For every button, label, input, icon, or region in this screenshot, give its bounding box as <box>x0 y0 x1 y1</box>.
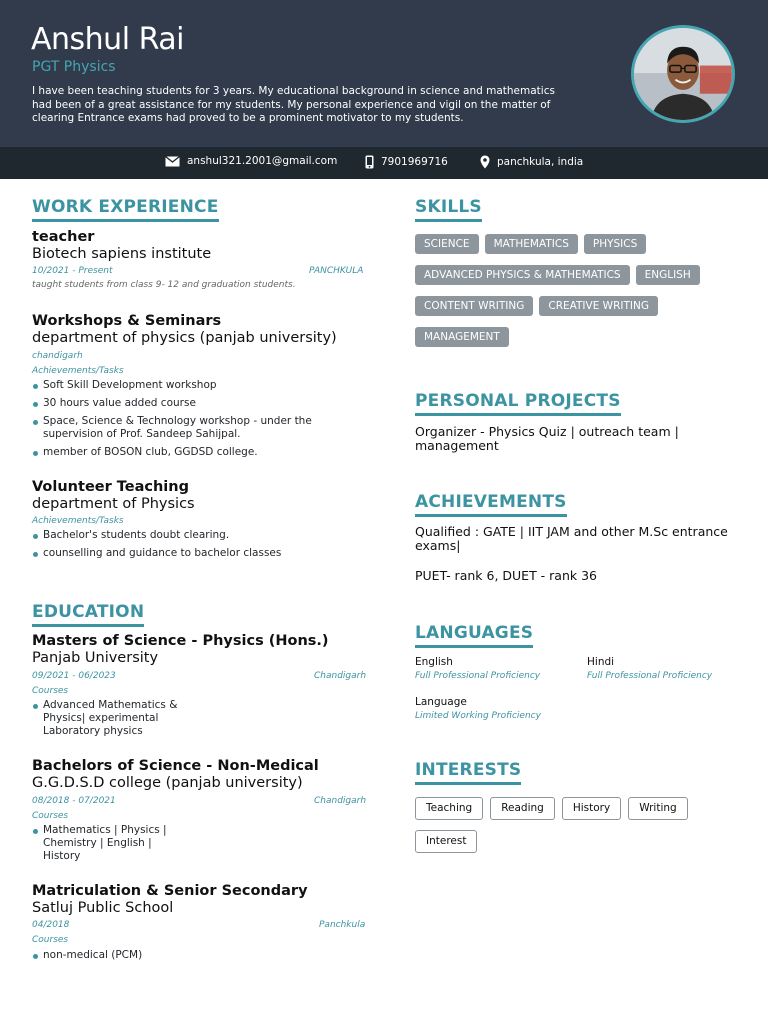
phone-text: 7901969716 <box>381 156 448 168</box>
education-location: Chandigarh <box>314 796 367 806</box>
list-item: Space, Science & Technology workshop - under the supervision of Prof. Sandeep Sahijpal. <box>32 415 332 441</box>
section-title-skills: SKILLS <box>415 197 482 222</box>
work-tasks-label: Achievements/Tasks <box>32 366 124 376</box>
candidate-name: Anshul Rai <box>31 22 184 57</box>
list-item: non-medical (PCM) <box>32 949 232 962</box>
work-description: taught students from class 9- 12 and graduation students. <box>32 280 296 290</box>
work-location: PANCHKULA <box>309 266 364 276</box>
work-org: department of Physics <box>32 496 195 512</box>
language-name: Language <box>415 696 467 708</box>
contact-email[interactable] <box>165 155 337 167</box>
list-item: Advanced Mathematics & Physics| experimental Laboratory physics <box>32 699 190 738</box>
language-name: Hindi <box>587 656 615 668</box>
education-dates: 09/2021 - 06/2023 <box>32 671 116 681</box>
profile-photo <box>631 25 735 123</box>
list-item: member of BOSON club, GGDSD college. <box>32 446 332 459</box>
section-title-languages: LANGUAGES <box>415 623 533 648</box>
phone-icon <box>365 155 374 169</box>
achievement-item: PUET- rank 6, DUET - rank 36 <box>415 568 597 583</box>
list-item: counselling and guidance to bachelor classes <box>32 547 352 560</box>
education-dates: 08/2018 - 07/2021 <box>32 796 116 806</box>
section-title-projects: PERSONAL PROJECTS <box>415 391 621 416</box>
education-courses-label: Courses <box>32 935 69 945</box>
list-item: Mathematics | Physics | Chemistry | English | History <box>32 824 172 863</box>
header <box>0 0 768 147</box>
section-title-interests: INTERESTS <box>415 760 521 785</box>
location-text: panchkula, india <box>497 156 584 168</box>
work-dates: 10/2021 - Present <box>32 266 113 276</box>
project-text: Organizer - Physics Quiz | outreach team | management <box>415 424 679 453</box>
skill-tag: CREATIVE WRITING <box>539 296 658 316</box>
work-location: chandigarh <box>32 351 83 361</box>
language-level: Limited Working Proficiency <box>415 711 541 721</box>
interest-tag: Teaching <box>415 797 483 820</box>
work-tasks-label: Achievements/Tasks <box>32 516 124 526</box>
section-title-achievements: ACHIEVEMENTS <box>415 492 567 517</box>
education-school: G.G.D.S.D college (panjab university) <box>32 775 303 791</box>
work-title: Workshops & Seminars <box>32 313 222 329</box>
education-courses <box>32 824 172 868</box>
education-courses-label: Courses <box>32 811 69 821</box>
education-degree: Masters of Science - Physics (Hons.) <box>32 633 329 649</box>
education-school: Satluj Public School <box>32 900 174 916</box>
work-title: teacher <box>32 229 95 245</box>
skill-tag: ENGLISH <box>636 265 700 285</box>
education-degree: Bachelors of Science - Non-Medical <box>32 758 319 774</box>
language-level: Full Professional Proficiency <box>415 671 541 681</box>
work-bullets <box>32 379 332 464</box>
education-courses <box>32 949 232 967</box>
summary-text: I have been teaching students for 3 years. My educational background in science and mathematics had been of a great assistance for my students. My personal experience and vigil on the matter of clearing Entrance exams had proved to be a prominent motivator to my students. <box>32 85 555 124</box>
contact-bar <box>0 147 768 179</box>
email-icon <box>165 156 180 167</box>
education-courses <box>32 699 190 743</box>
contact-location <box>480 155 583 169</box>
language-name: English <box>415 656 453 668</box>
section-title-work: WORK EXPERIENCE <box>32 197 219 222</box>
skill-tag: MANAGEMENT <box>415 327 509 347</box>
list-item: 30 hours value added course <box>32 397 332 410</box>
section-title-education: EDUCATION <box>32 602 144 627</box>
skills-list <box>415 234 745 358</box>
contact-phone[interactable] <box>365 155 448 169</box>
education-courses-label: Courses <box>32 686 69 696</box>
education-dates: 04/2018 <box>32 920 70 930</box>
work-title: Volunteer Teaching <box>32 479 189 495</box>
job-title: PGT Physics <box>32 59 116 75</box>
education-school: Panjab University <box>32 650 159 666</box>
interest-tag: Writing <box>628 797 688 820</box>
interest-tag: History <box>562 797 621 820</box>
skill-tag: MATHEMATICS <box>485 234 578 254</box>
education-location: Panchkula <box>319 920 366 930</box>
work-org: department of physics (panjab university) <box>32 330 337 346</box>
skill-tag: ADVANCED PHYSICS & MATHEMATICS <box>415 265 630 285</box>
interest-tag: Interest <box>415 830 477 853</box>
education-degree: Matriculation & Senior Secondary <box>32 883 308 899</box>
interests-list <box>415 797 745 863</box>
profile-photo-image <box>634 28 732 120</box>
work-bullets <box>32 529 352 565</box>
skill-tag: CONTENT WRITING <box>415 296 533 316</box>
language-level: Full Professional Proficiency <box>587 671 713 681</box>
achievement-item: Qualified : GATE | IIT JAM and other M.Sc entrance exams| <box>415 524 728 553</box>
education-location: Chandigarh <box>314 671 367 681</box>
skill-tag: SCIENCE <box>415 234 479 254</box>
skill-tag: PHYSICS <box>584 234 646 254</box>
email-text: anshul321.2001@gmail.com <box>187 155 338 167</box>
interest-tag: Reading <box>490 797 555 820</box>
location-icon <box>480 155 490 169</box>
list-item: Soft Skill Development workshop <box>32 379 332 392</box>
list-item: Bachelor's students doubt clearing. <box>32 529 352 542</box>
work-org: Biotech sapiens institute <box>32 246 212 262</box>
